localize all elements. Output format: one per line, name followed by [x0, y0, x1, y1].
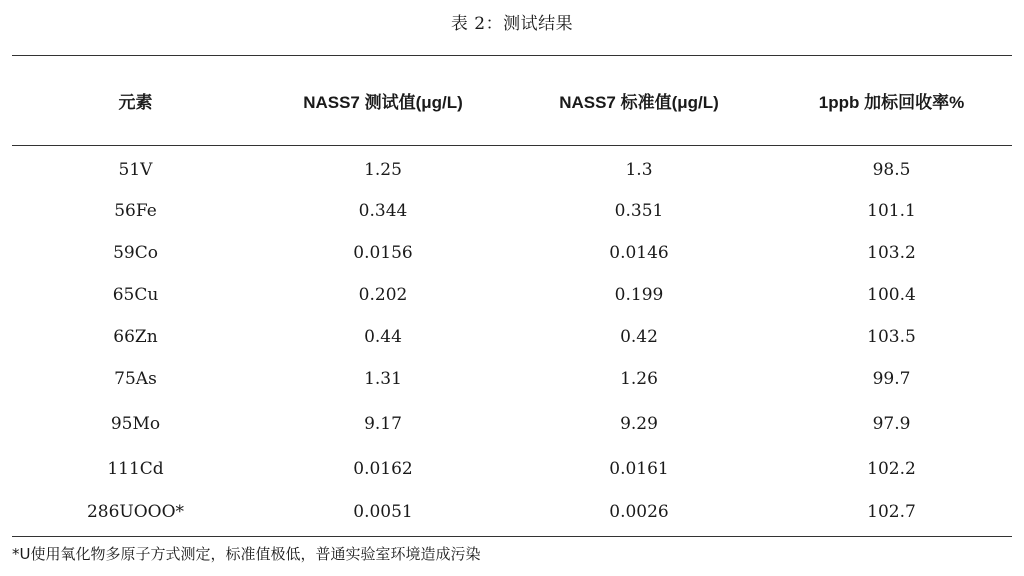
cell-spike-recovery: 99.7 [872, 369, 911, 389]
header-element: 元素 [118, 93, 153, 112]
table-header-row [12, 56, 1012, 145]
cell-spike-recovery: 103.5 [867, 327, 916, 347]
table-row [12, 490, 1012, 533]
cell-spike-recovery: 102.7 [867, 501, 916, 522]
cell-element: 286UOOO* [86, 501, 185, 522]
cell-measured-value: 1.25 [364, 159, 402, 180]
table-bottom-rule [12, 536, 1012, 537]
table-row [12, 232, 1012, 274]
cell-measured-value: 0.0051 [353, 501, 413, 522]
results-table-body [12, 150, 1012, 533]
table-row [12, 150, 1012, 189]
cell-spike-recovery: 103.2 [867, 243, 916, 263]
cell-element: 75As [114, 369, 157, 389]
table-row [12, 316, 1012, 358]
header-spike-recovery: 1ppb 加标回收率% [818, 93, 965, 112]
cell-element: 111Cd [107, 459, 164, 479]
header-standard-value: NASS7 标准值(μg/L) [559, 93, 719, 112]
cell-measured-value: 0.344 [358, 200, 408, 221]
cell-element: 56Fe [114, 200, 157, 221]
cell-standard-value: 1.3 [625, 159, 653, 180]
cell-element: 65Cu [112, 285, 159, 305]
cell-standard-value: 0.42 [620, 327, 658, 347]
header-measured-value: NASS7 测试值(μg/L) [303, 93, 463, 112]
table-footnote: *U使用氧化物多原子方式测定，标准值极低，普通实验室环境造成污染 [12, 545, 481, 563]
cell-spike-recovery: 98.5 [872, 159, 911, 180]
table-row [12, 400, 1012, 448]
cell-element: 59Co [113, 243, 158, 263]
cell-measured-value: 0.44 [364, 327, 402, 347]
table-row [12, 274, 1012, 316]
cell-spike-recovery: 101.1 [867, 200, 916, 221]
cell-standard-value: 0.199 [614, 285, 664, 305]
cell-element: 66Zn [113, 327, 158, 347]
cell-standard-value: 9.29 [620, 414, 658, 434]
cell-standard-value: 1.26 [620, 369, 658, 389]
cell-standard-value: 0.0026 [609, 501, 669, 522]
table-row [12, 358, 1012, 400]
cell-spike-recovery: 100.4 [867, 285, 916, 305]
cell-measured-value: 0.0162 [353, 459, 413, 479]
cell-standard-value: 0.0146 [609, 243, 669, 263]
table-header-rule [12, 145, 1012, 146]
cell-measured-value: 0.0156 [353, 243, 413, 263]
cell-spike-recovery: 102.2 [867, 459, 916, 479]
cell-element: 51V [118, 159, 153, 180]
table-row [12, 448, 1012, 490]
cell-measured-value: 9.17 [364, 414, 402, 434]
cell-standard-value: 0.0161 [609, 459, 669, 479]
cell-element: 95Mo [110, 414, 161, 434]
cell-measured-value: 0.202 [358, 285, 408, 305]
table-row [12, 189, 1012, 232]
cell-measured-value: 1.31 [364, 369, 402, 389]
table-caption: 表 2：测试结果 [450, 14, 574, 34]
cell-standard-value: 0.351 [614, 200, 664, 221]
cell-spike-recovery: 97.9 [872, 414, 911, 434]
results-table-header [12, 56, 1012, 145]
